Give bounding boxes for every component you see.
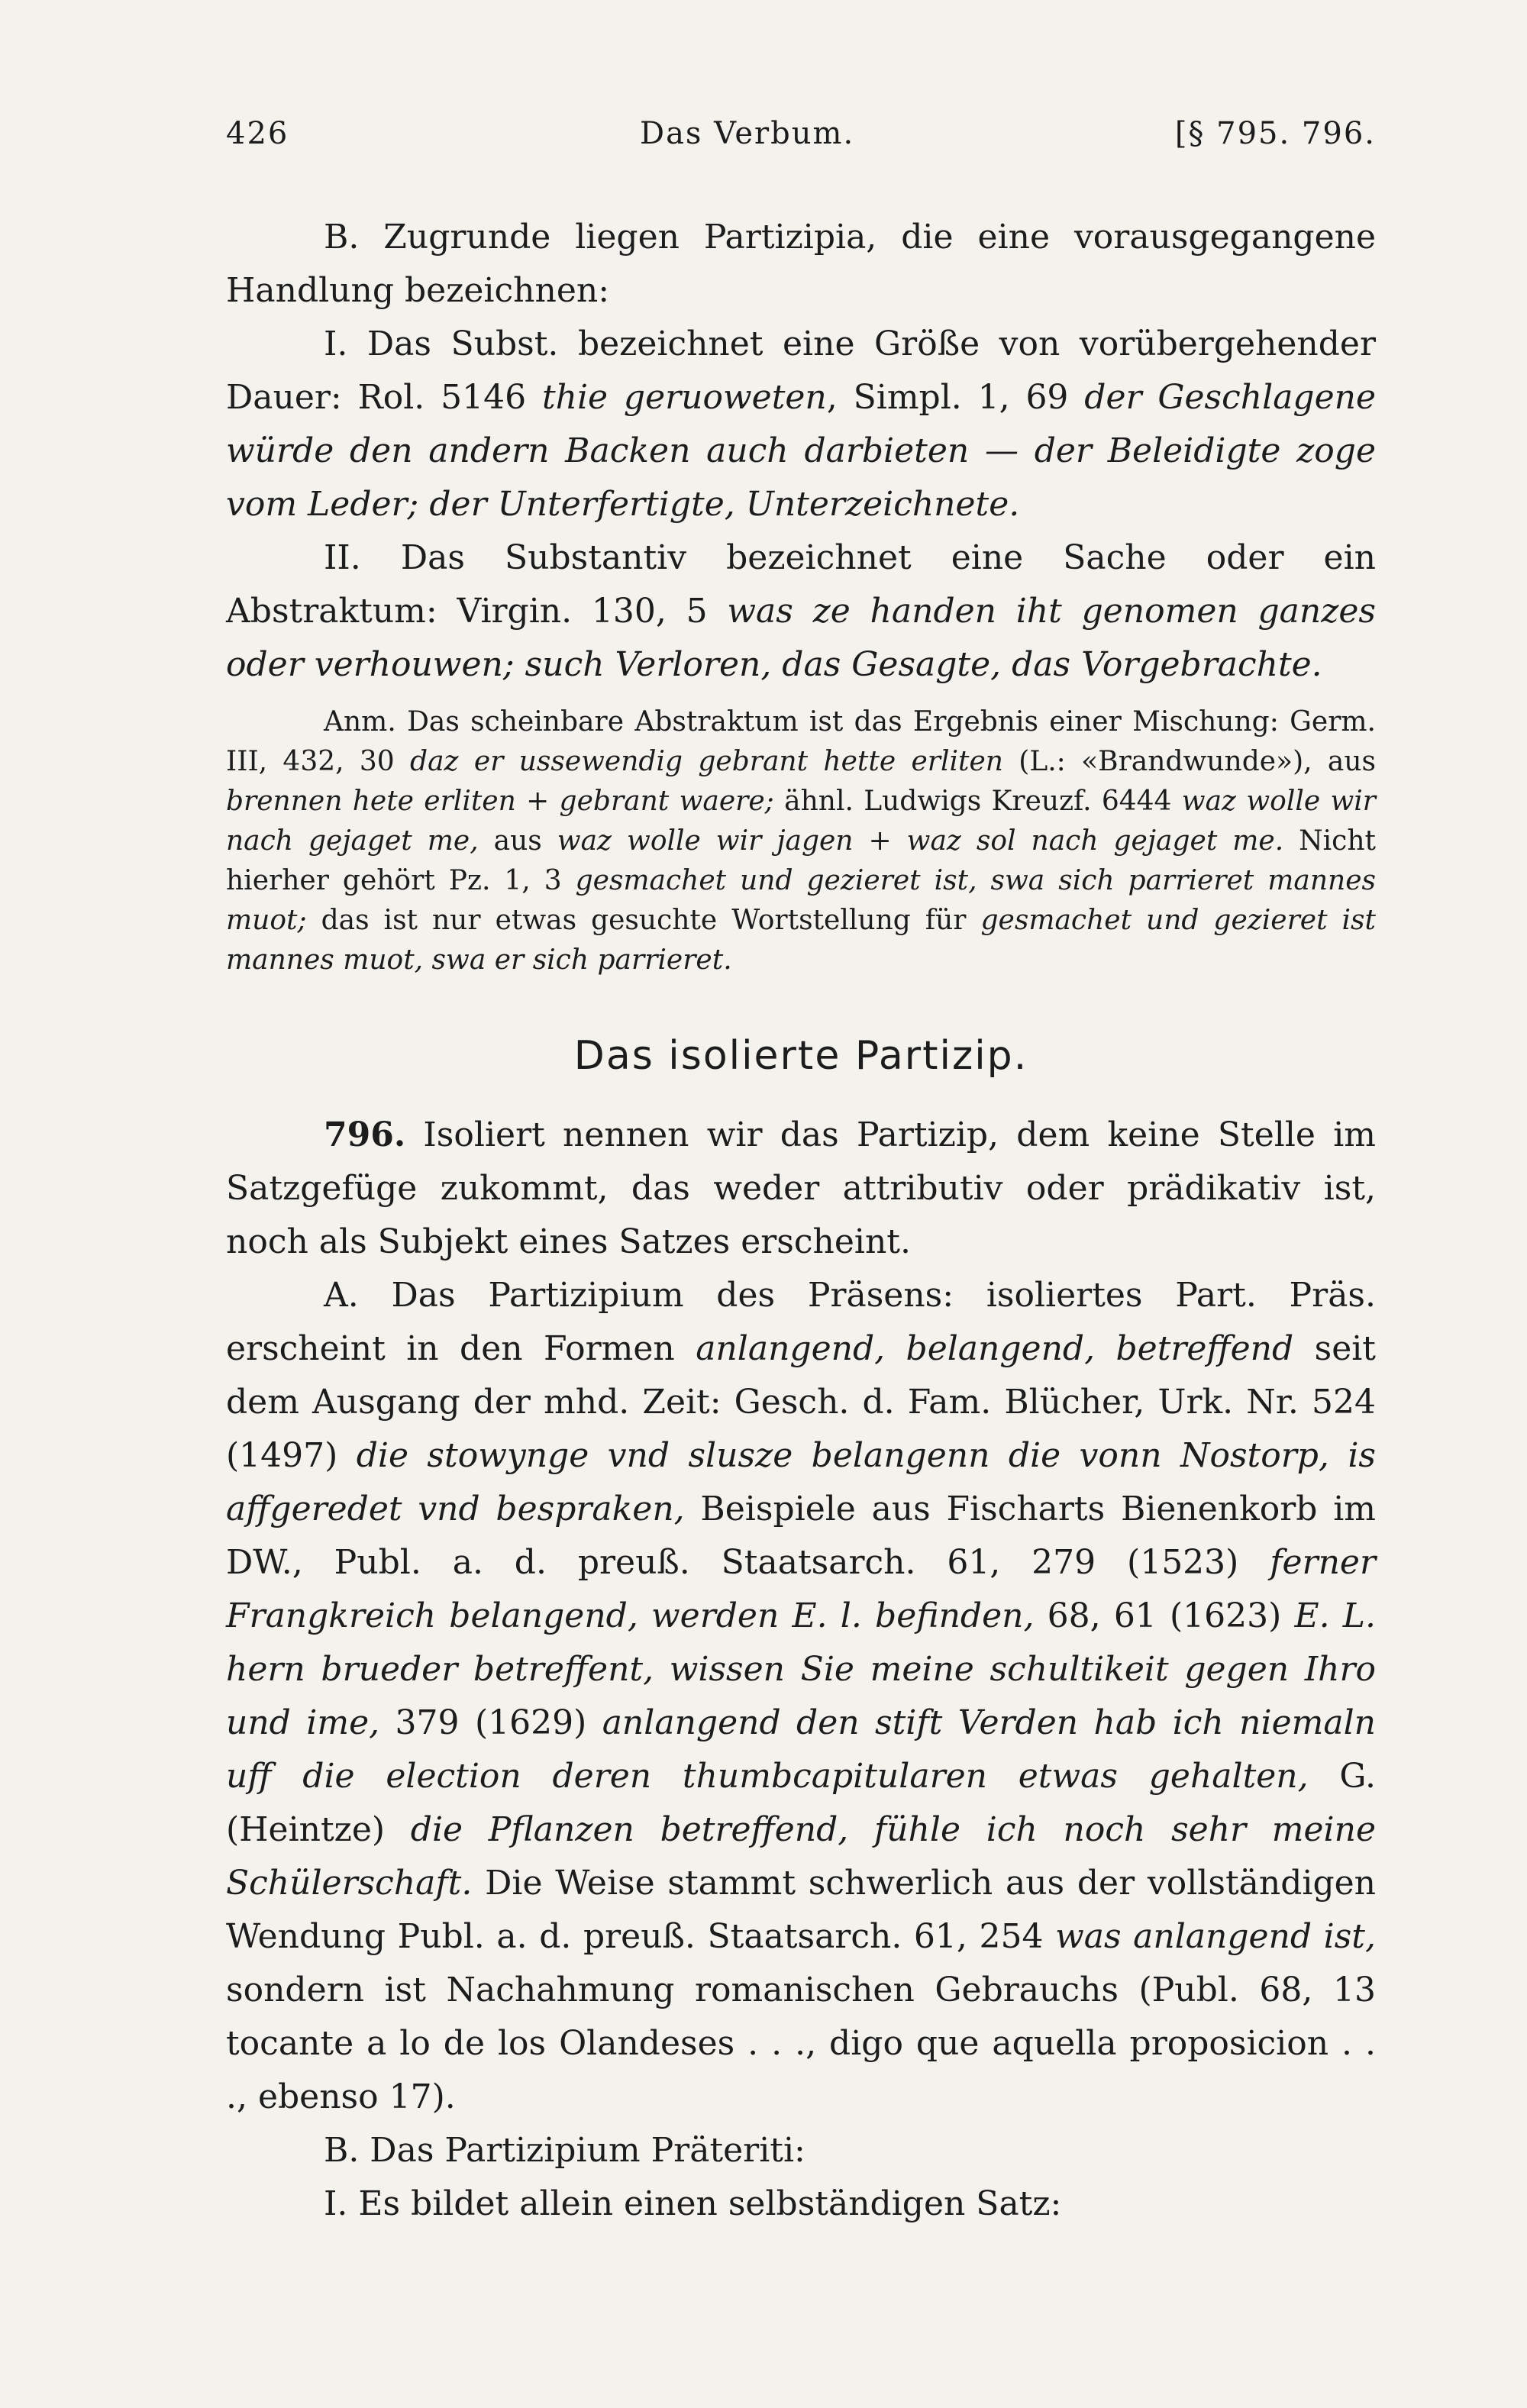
- text-column: [226, 107, 1376, 2231]
- section-reference: [§ 795. 796.: [1174, 116, 1376, 151]
- paragraph-a: A. Das Partizipium des Präsens: isoliertes Part. Präs. erscheint in den Formen anlangend, belangend, betreffend seit dem Ausgang der mhd. Zeit: Gesch. d. Fam. Blücher, Urk. Nr. 524 (1497) die stowynge vnd slusze belangenn die vonn Nostorp, is affgeredet vnd bespraken, Beispiele aus Fischarts Bienenkorb im DW., Publ. a. d. preuß. Staatsarch. 61, 279 (1523) ferner Frangkreich belangend, werden E. l. befinden, 68, 61 (1623) E. L. hern brueder betreffent, wissen Sie meine schultikeit gegen Ihro und ime, 379 (1629) anlangend den stift Verden hab ich niemaln uff die election deren thumbcapitularen etwas gehalten, G. (Heintze) die Pflanzen betreffend, fühle ich noch sehr meine Schülerschaft. Die Weise stammt schwerlich aus der vollständigen Wendung Publ. a. d. preuß. Staatsarch. 61, 254 was anlangend ist, sondern ist Nachahmung romanischen Gebrauchs (Publ. 68, 13 tocante a lo de los Olandeses . . ., digo que aquella proposicion . . ., ebenso 17).: [226, 1276, 1377, 2116]
- running-header: [226, 107, 1376, 160]
- page-number: 426: [226, 116, 289, 151]
- annotation-note: Anm. Das scheinbare Abstraktum ist das Ergebnis einer Mischung: Germ. III, 432, 30 daz er ussewendig gebrant hette erliten (L.: «Brandwunde»), aus brennen hete erliten + gebrant waere; ähnl. Ludwigs Kreuzf. 6444 waz wolle wir nach gejaget me, aus waz wolle wir jagen + waz sol nach gejaget me. Nicht hierher gehört Pz. 1, 3 gesmachet und gezieret ist, swa sich parrieret mannes muot; das ist nur etwas gesuchte Wortstellung für gesmachet und gezieret ist mannes muot, swa er sich parrieret.: [226, 706, 1376, 976]
- paragraph-b-i: I. Das Subst. bezeichnet eine Größe von vorübergehender Dauer: Rol. 5146 thie geruoweten, Simpl. 1, 69 der Geschlagene würde den andern Backen auch darbieten — der Beleidigte zoge vom Leder; der Unterfertigte, Unterzeichnete.: [226, 324, 1377, 524]
- paragraph-b-ii: II. Das Substantiv bezeichnet eine Sache oder ein Abstraktum: Virgin. 130, 5 was ze handen iht genomen ganzes oder verhouwen; such Verloren, das Gesagte, das Vorgebrachte.: [226, 538, 1377, 684]
- section-title: Das isolierte Partizip.: [573, 1033, 1028, 1079]
- paragraph-number: 796.: [324, 1115, 406, 1154]
- paragraph-b-intro: B. Zugrunde liegen Partizipia, die eine vorausgegangene Handlung bezeichnen:: [226, 218, 1376, 310]
- paragraph-b-participle: B. Das Partizipium Präteriti:: [324, 2131, 805, 2170]
- paragraph-b-participle-i: I. Es bildet allein einen selbständigen Satz:: [324, 2184, 1062, 2223]
- running-title: Das Verbum.: [640, 116, 855, 151]
- paragraph-796: 796. Isoliert nennen wir das Partizip, dem keine Stelle im Satzgefüge zukommt, das weder attributiv oder prädikativ ist, noch als Subjekt eines Satzes erscheint.: [226, 1115, 1376, 1261]
